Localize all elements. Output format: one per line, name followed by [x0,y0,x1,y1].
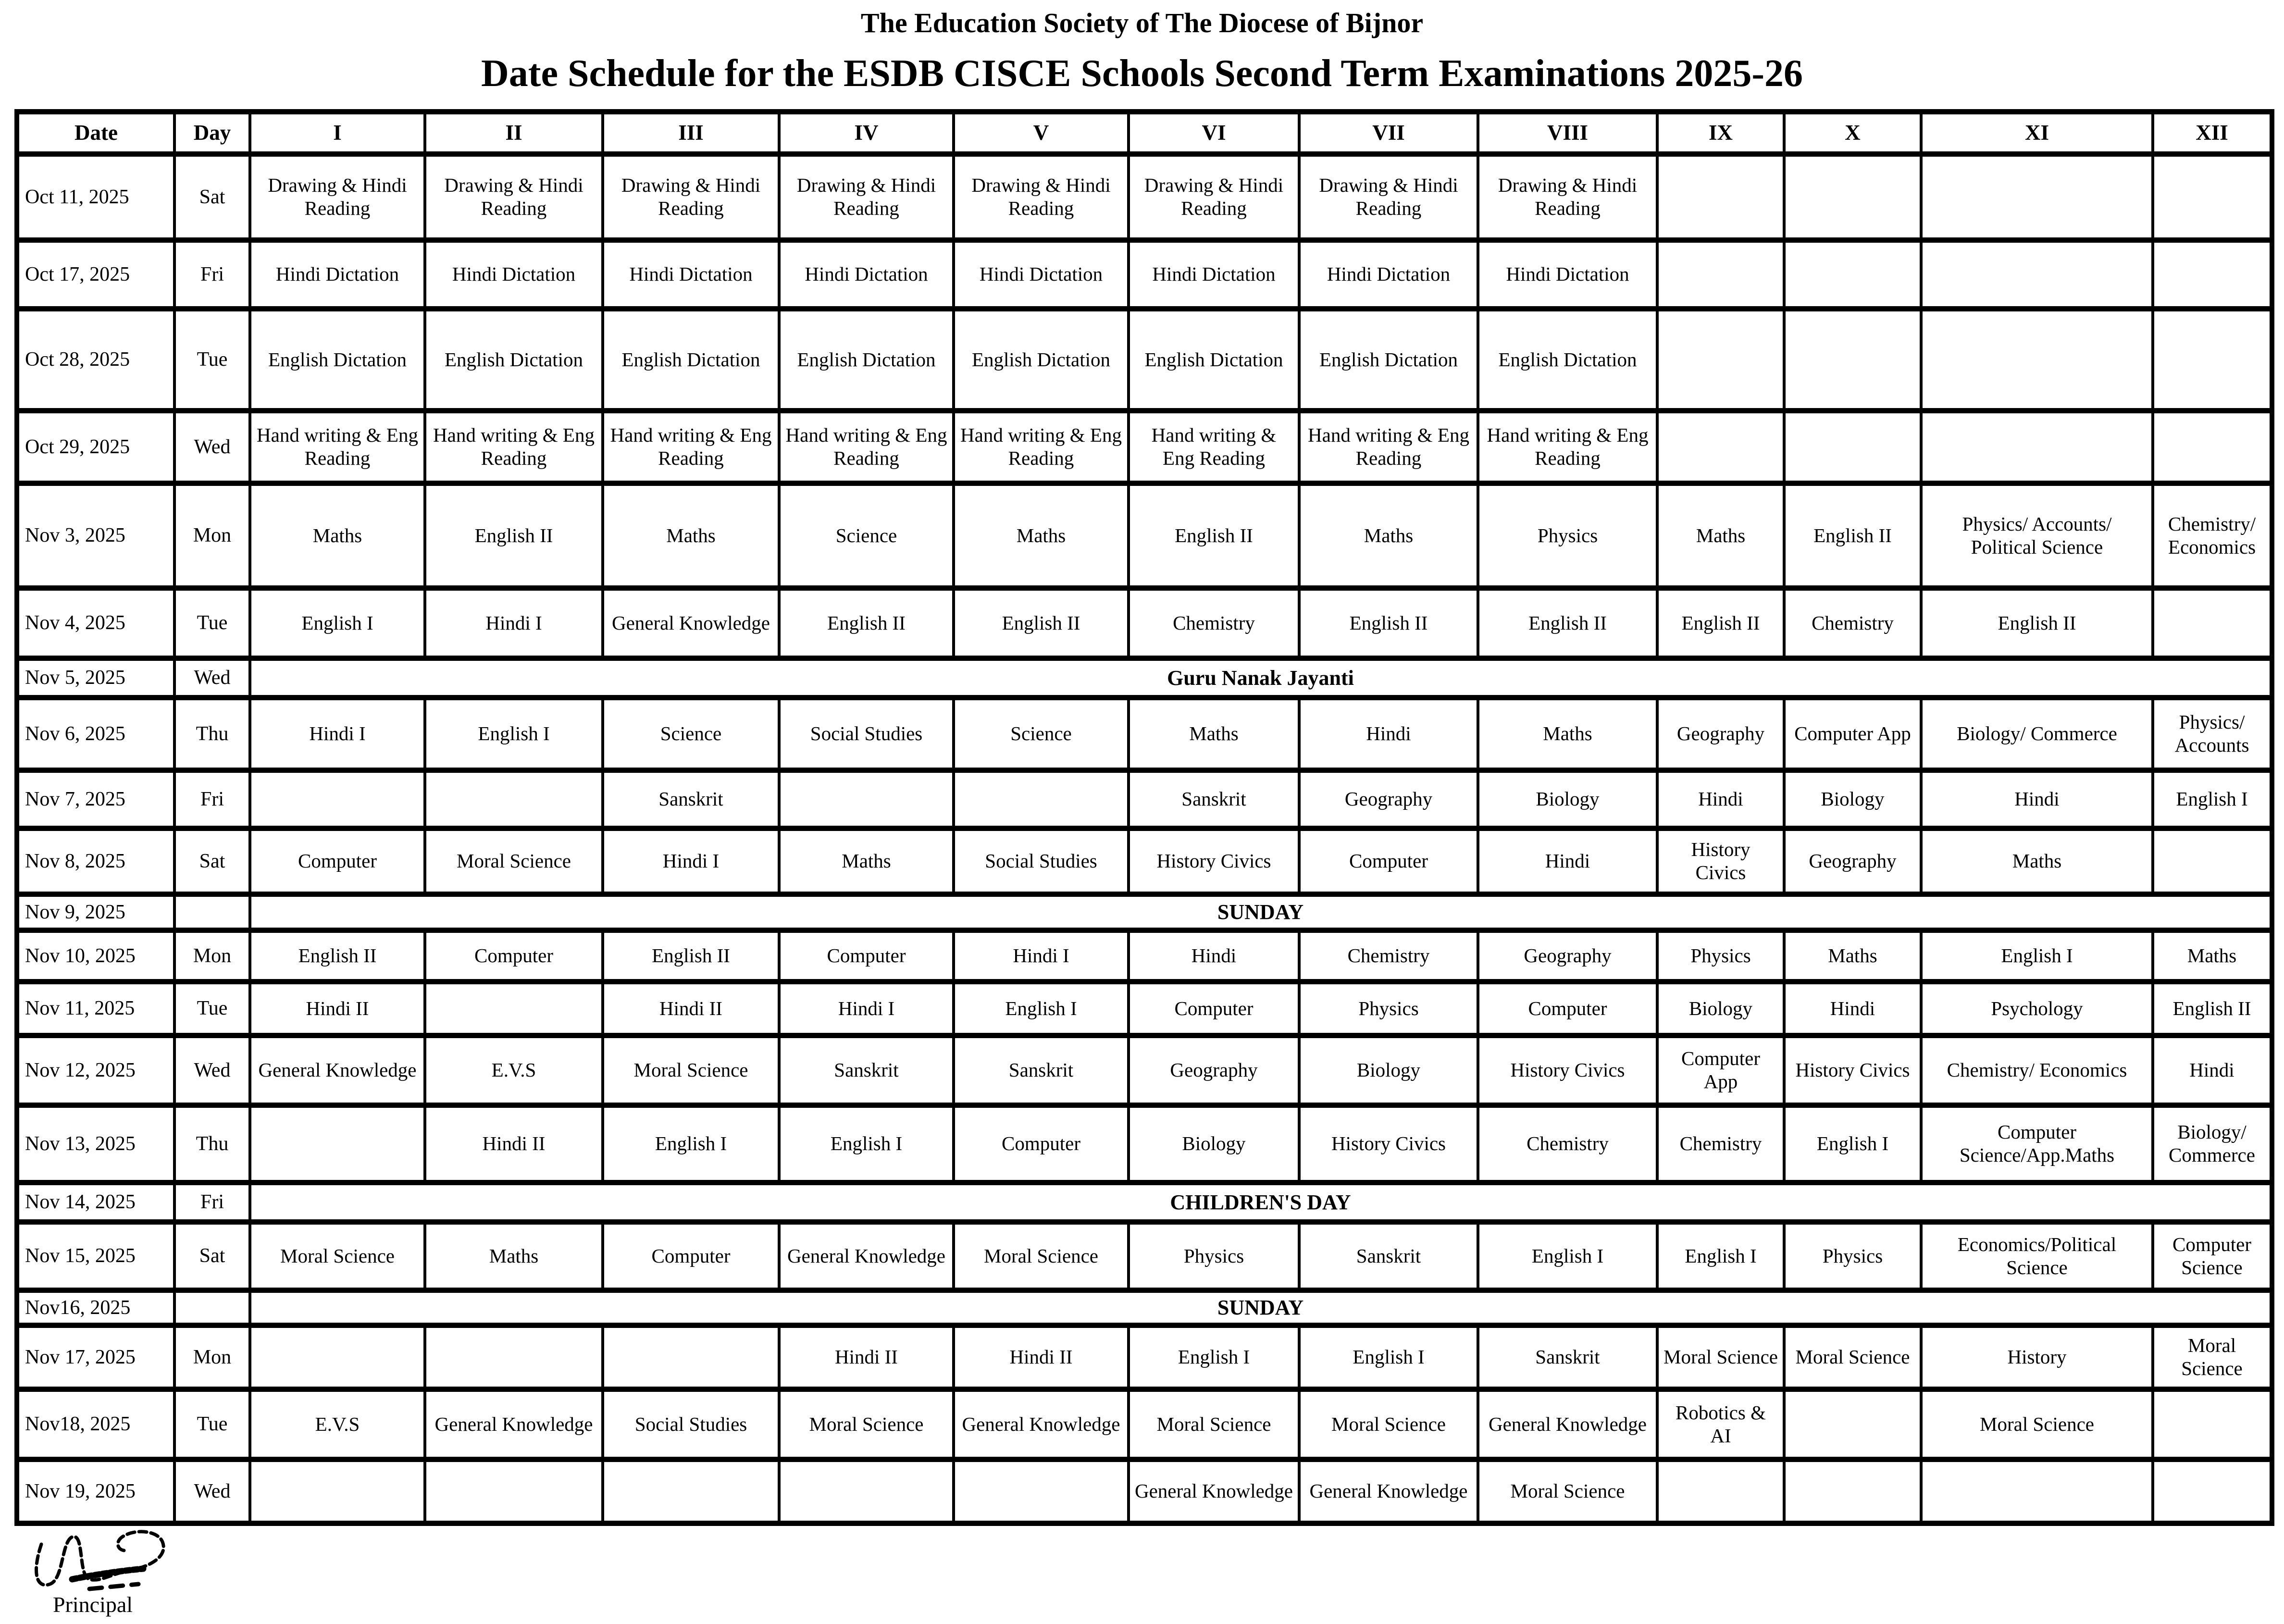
column-header-iv: IV [779,112,954,154]
day-cell: Fri [174,240,250,309]
subject-cell: General Knowledge [250,1036,425,1105]
column-header-date: Date [17,112,174,154]
subject-cell: Moral Science [603,1036,779,1105]
date-cell: Nov 17, 2025 [17,1326,174,1389]
subject-cell: Moral Science [1478,1460,1657,1524]
subject-cell [603,1460,779,1524]
header-row [17,112,2272,154]
subject-cell: Geography [1478,930,1657,982]
day-cell: Mon [174,483,250,588]
table-row [17,1460,2272,1524]
subject-cell: Moral Science [1657,1326,1784,1389]
subject-cell: Hindi I [779,982,954,1036]
subject-cell [250,1460,425,1524]
subject-cell: History Civics [1299,1105,1478,1183]
subject-cell: Hindi Dictation [250,240,425,309]
subject-cell: Chemistry [1657,1105,1784,1183]
day-cell: Tue [174,309,250,411]
subject-cell: Hindi I [603,829,779,894]
subject-cell: English II [1657,588,1784,658]
subject-cell: Biology [1478,770,1657,829]
subject-cell: Moral Science [1921,1389,2153,1460]
subject-cell: Chemistry [1784,588,1921,658]
subject-cell [2153,240,2272,309]
subject-cell: Hindi [1657,770,1784,829]
subject-cell [779,1460,954,1524]
subject-cell: Moral Science [425,829,603,894]
subject-cell: Hindi Dictation [1478,240,1657,309]
subject-cell: English I [1299,1326,1478,1389]
subject-cell [425,1460,603,1524]
subject-cell [1657,154,1784,240]
subject-cell [1657,309,1784,411]
subject-cell: Computer Science/App.Maths [1921,1105,2153,1183]
subject-cell: Chemistry [1478,1105,1657,1183]
column-header-ii: II [425,112,603,154]
column-header-vi: VI [1129,112,1299,154]
subject-cell: E.V.S [250,1389,425,1460]
subject-cell: History [1921,1326,2153,1389]
subject-cell: English II [779,588,954,658]
subject-cell: Maths [1299,483,1478,588]
subject-cell: Sanskrit [1478,1326,1657,1389]
subject-cell: Hindi [1299,698,1478,770]
subject-cell: Biology/ Commerce [1921,698,2153,770]
subject-cell: Maths [2153,930,2272,982]
subject-cell: English Dictation [1478,309,1657,411]
subject-cell: Geography [1657,698,1784,770]
subject-cell: Moral Science [779,1389,954,1460]
date-cell: Nov 12, 2025 [17,1036,174,1105]
subject-cell: Hand writing & Eng Reading [1129,411,1299,483]
subject-cell: Drawing & Hindi Reading [603,154,779,240]
table-row [17,930,2272,982]
column-header-viii: VIII [1478,112,1657,154]
subject-cell: Computer App [1784,698,1921,770]
subject-cell: Maths [425,1222,603,1290]
date-cell: Nov 10, 2025 [17,930,174,982]
subject-cell [1921,1460,2153,1524]
subject-cell: English II [250,930,425,982]
day-cell: Sat [174,154,250,240]
subject-cell [1921,154,2153,240]
subject-cell: Sanskrit [603,770,779,829]
subject-cell: Social Studies [779,698,954,770]
subject-cell: English Dictation [1299,309,1478,411]
subject-cell: Maths [1657,483,1784,588]
subject-cell: Hindi [1478,829,1657,894]
date-cell: Nov 5, 2025 [17,658,174,698]
subject-cell: Hindi Dictation [603,240,779,309]
subject-cell: Biology [1784,770,1921,829]
subject-cell: English II [1921,588,2153,658]
date-cell: Nov16, 2025 [17,1290,174,1326]
day-cell: Tue [174,982,250,1036]
column-header-x: X [1784,112,1921,154]
subject-cell: General Knowledge [603,588,779,658]
society-title: The Education Society of The Diocese of Bijnor [860,7,1424,38]
column-header-day: Day [174,112,250,154]
subject-cell: Physics [1478,483,1657,588]
subject-cell [1921,411,2153,483]
subject-cell: Hindi Dictation [779,240,954,309]
subject-cell: Hand writing & Eng Reading [250,411,425,483]
subject-cell: Moral Science [1129,1389,1299,1460]
schedule-title: Date Schedule for the ESDB CISCE Schools Second Term Examinations 2025-26 [481,52,1803,95]
subject-cell: English I [1657,1222,1784,1290]
subject-cell [1657,1460,1784,1524]
date-cell: Nov 8, 2025 [17,829,174,894]
date-cell: Nov 7, 2025 [17,770,174,829]
day-cell: Sat [174,829,250,894]
subject-cell: Science [603,698,779,770]
date-cell: Nov 3, 2025 [17,483,174,588]
date-cell: Oct 29, 2025 [17,411,174,483]
date-cell: Oct 11, 2025 [17,154,174,240]
table-row [17,1036,2272,1105]
subject-cell: English Dictation [1129,309,1299,411]
table-row [17,154,2272,240]
subject-cell: Computer [1129,982,1299,1036]
subject-cell [2153,154,2272,240]
subject-cell [2153,588,2272,658]
table-row [17,1105,2272,1183]
day-cell: Sat [174,1222,250,1290]
subject-cell: History Civics [1129,829,1299,894]
subject-cell [1657,411,1784,483]
column-header-xi: XI [1921,112,2153,154]
day-cell: Fri [174,1183,250,1222]
subject-cell: Biology/ Commerce [2153,1105,2272,1183]
subject-cell: Maths [1784,930,1921,982]
subject-cell [2153,411,2272,483]
subject-cell: English I [250,588,425,658]
day-cell: Thu [174,698,250,770]
subject-cell: Maths [1129,698,1299,770]
date-cell: Nov 11, 2025 [17,982,174,1036]
subject-cell: Moral Science [1299,1389,1478,1460]
subject-cell [1784,1389,1921,1460]
subject-cell [250,1105,425,1183]
subject-cell: Biology [1299,1036,1478,1105]
date-cell: Oct 28, 2025 [17,309,174,411]
day-cell: Wed [174,658,250,698]
subject-cell: Moral Science [954,1222,1129,1290]
day-cell: Mon [174,930,250,982]
subject-cell: Economics/Political Science [1921,1222,2153,1290]
subject-cell: Maths [1478,698,1657,770]
subject-cell: Physics [1657,930,1784,982]
principal-signature-icon [28,1523,211,1595]
subject-cell: General Knowledge [1299,1460,1478,1524]
day-cell: Tue [174,588,250,658]
subject-cell [1784,1460,1921,1524]
column-header-iii: III [603,112,779,154]
subject-cell [2153,309,2272,411]
subject-cell: Moral Science [1784,1326,1921,1389]
column-header-ix: IX [1657,112,1784,154]
day-cell: Tue [174,1389,250,1460]
subject-cell: History Civics [1784,1036,1921,1105]
subject-cell [425,982,603,1036]
exam-schedule-table [14,109,2274,1526]
subject-cell: English I [1478,1222,1657,1290]
holiday-row [17,658,2272,698]
subject-cell: Hindi Dictation [1129,240,1299,309]
column-header-vii: VII [1299,112,1478,154]
signature-block [28,1523,230,1617]
subject-cell: Geography [1784,829,1921,894]
subject-cell: Robotics & AI [1657,1389,1784,1460]
subject-cell [954,770,1129,829]
table-row [17,1222,2272,1290]
subject-cell [954,1460,1129,1524]
column-header-v: V [954,112,1129,154]
holiday-cell: SUNDAY [250,1290,2272,1326]
subject-cell: Hindi Dictation [1299,240,1478,309]
subject-cell: History Civics [1657,829,1784,894]
table-row [17,770,2272,829]
subject-cell: Moral Science [2153,1326,2272,1389]
subject-cell: Hindi II [603,982,779,1036]
subject-cell [425,770,603,829]
subject-cell: Maths [954,483,1129,588]
table-row [17,1326,2272,1389]
subject-cell: General Knowledge [425,1389,603,1460]
subject-cell: Physics/ Accounts [2153,698,2272,770]
subject-cell [250,1326,425,1389]
subject-cell: Physics/ Accounts/ Political Science [1921,483,2153,588]
table-row [17,1389,2272,1460]
holiday-row [17,894,2272,930]
subject-cell: Drawing & Hindi Reading [425,154,603,240]
subject-cell: Maths [779,829,954,894]
subject-cell: English I [1129,1326,1299,1389]
subject-cell: Computer [425,930,603,982]
subject-cell: Geography [1299,770,1478,829]
subject-cell: Maths [250,483,425,588]
table-row [17,483,2272,588]
subject-cell: Hindi I [250,698,425,770]
subject-cell: Sanskrit [1299,1222,1478,1290]
subject-cell: Physics [1784,1222,1921,1290]
subject-cell [1657,240,1784,309]
subject-cell: Computer [250,829,425,894]
table-row [17,240,2272,309]
subject-cell [1921,309,2153,411]
subject-cell: Drawing & Hindi Reading [1129,154,1299,240]
subject-cell: Computer [1478,982,1657,1036]
subject-cell: English I [425,698,603,770]
subject-cell: Science [779,483,954,588]
subject-cell: Hindi II [779,1326,954,1389]
subject-cell: General Knowledge [1478,1389,1657,1460]
table-row [17,982,2272,1036]
subject-cell: Chemistry [1299,930,1478,982]
holiday-row [17,1183,2272,1222]
subject-cell: English I [1784,1105,1921,1183]
subject-cell: English II [1299,588,1478,658]
date-cell: Nov 14, 2025 [17,1183,174,1222]
holiday-cell: SUNDAY [250,894,2272,930]
subject-cell: Biology [1657,982,1784,1036]
subject-cell [779,770,954,829]
subject-cell: English II [954,588,1129,658]
subject-cell: Drawing & Hindi Reading [1478,154,1657,240]
subject-cell: English Dictation [425,309,603,411]
subject-cell: English Dictation [250,309,425,411]
date-cell: Nov 15, 2025 [17,1222,174,1290]
subject-cell: Hindi I [954,930,1129,982]
subject-cell: Moral Science [250,1222,425,1290]
subject-cell: Drawing & Hindi Reading [779,154,954,240]
table-row [17,698,2272,770]
subject-cell: Hand writing & Eng Reading [779,411,954,483]
subject-cell: Chemistry/ Economics [1921,1036,2153,1105]
subject-cell [250,770,425,829]
subject-cell: History Civics [1478,1036,1657,1105]
column-header-xii: XII [2153,112,2272,154]
subject-cell: Chemistry/ Economics [2153,483,2272,588]
subject-cell: Sanskrit [1129,770,1299,829]
subject-cell: Physics [1299,982,1478,1036]
subject-cell: English I [2153,770,2272,829]
day-cell: Thu [174,1105,250,1183]
subject-cell: Maths [603,483,779,588]
subject-cell: Hindi [1921,770,2153,829]
day-cell [174,1290,250,1326]
table-row [17,588,2272,658]
subject-cell: Computer [954,1105,1129,1183]
subject-cell [1784,309,1921,411]
column-header-i: I [250,112,425,154]
subject-cell [1784,154,1921,240]
holiday-row [17,1290,2272,1326]
subject-cell: Hindi [1784,982,1921,1036]
subject-cell: English II [603,930,779,982]
subject-cell [2153,1460,2272,1524]
subject-cell: Biology [1129,1105,1299,1183]
date-cell: Oct 17, 2025 [17,240,174,309]
subject-cell [1784,411,1921,483]
subject-cell: Hand writing & Eng Reading [1478,411,1657,483]
table-row [17,829,2272,894]
subject-cell: English I [603,1105,779,1183]
subject-cell: Sanskrit [779,1036,954,1105]
subject-cell [1921,240,2153,309]
subject-cell: Science [954,698,1129,770]
subject-cell: Hindi Dictation [954,240,1129,309]
subject-cell: Drawing & Hindi Reading [250,154,425,240]
date-cell: Nov 6, 2025 [17,698,174,770]
table-row [17,309,2272,411]
subject-cell: English II [1129,483,1299,588]
principal-label: Principal [53,1592,133,1617]
subject-cell: General Knowledge [954,1389,1129,1460]
subject-cell: General Knowledge [1129,1460,1299,1524]
subject-cell: English II [1784,483,1921,588]
subject-cell: Computer App [1657,1036,1784,1105]
subject-cell: English I [1921,930,2153,982]
subject-cell: English II [2153,982,2272,1036]
subject-cell: English I [779,1105,954,1183]
date-cell: Nov18, 2025 [17,1389,174,1460]
subject-cell: Computer Science [2153,1222,2272,1290]
subject-cell: English II [1478,588,1657,658]
subject-cell [603,1326,779,1389]
subject-cell: Hindi II [250,982,425,1036]
subject-cell: English I [954,982,1129,1036]
subject-cell: Sanskrit [954,1036,1129,1105]
subject-cell: English Dictation [954,309,1129,411]
subject-cell: Drawing & Hindi Reading [1299,154,1478,240]
subject-cell: E.V.S [425,1036,603,1105]
subject-cell: Hindi II [954,1326,1129,1389]
subject-cell: Computer [603,1222,779,1290]
subject-cell: English II [425,483,603,588]
day-cell [174,894,250,930]
subject-cell: Chemistry [1129,588,1299,658]
subject-cell: Geography [1129,1036,1299,1105]
subject-cell [2153,829,2272,894]
subject-cell: Maths [1921,829,2153,894]
subject-cell: General Knowledge [779,1222,954,1290]
subject-cell: Hand writing & Eng Reading [954,411,1129,483]
subject-cell: Computer [1299,829,1478,894]
date-cell: Nov 4, 2025 [17,588,174,658]
subject-cell: English Dictation [603,309,779,411]
holiday-cell: Guru Nanak Jayanti [250,658,2272,698]
subject-cell: English Dictation [779,309,954,411]
subject-cell: Hand writing & Eng Reading [425,411,603,483]
day-cell: Mon [174,1326,250,1389]
subject-cell: Psychology [1921,982,2153,1036]
subject-cell: Computer [779,930,954,982]
subject-cell: Social Studies [954,829,1129,894]
date-cell: Nov 19, 2025 [17,1460,174,1524]
subject-cell: Hindi [1129,930,1299,982]
date-cell: Nov 13, 2025 [17,1105,174,1183]
table-row [17,411,2272,483]
subject-cell: Hindi I [425,588,603,658]
subject-cell: Social Studies [603,1389,779,1460]
day-cell: Wed [174,1036,250,1105]
subject-cell [1784,240,1921,309]
subject-cell [2153,1389,2272,1460]
day-cell: Fri [174,770,250,829]
date-cell: Nov 9, 2025 [17,894,174,930]
day-cell: Wed [174,1460,250,1524]
subject-cell: Hand writing & Eng Reading [603,411,779,483]
subject-cell: Drawing & Hindi Reading [954,154,1129,240]
subject-cell: Hindi Dictation [425,240,603,309]
subject-cell: Hand writing & Eng Reading [1299,411,1478,483]
subject-cell: Physics [1129,1222,1299,1290]
subject-cell: Hindi [2153,1036,2272,1105]
subject-cell [425,1326,603,1389]
subject-cell: Hindi II [425,1105,603,1183]
day-cell: Wed [174,411,250,483]
holiday-cell: CHILDREN'S DAY [250,1183,2272,1222]
